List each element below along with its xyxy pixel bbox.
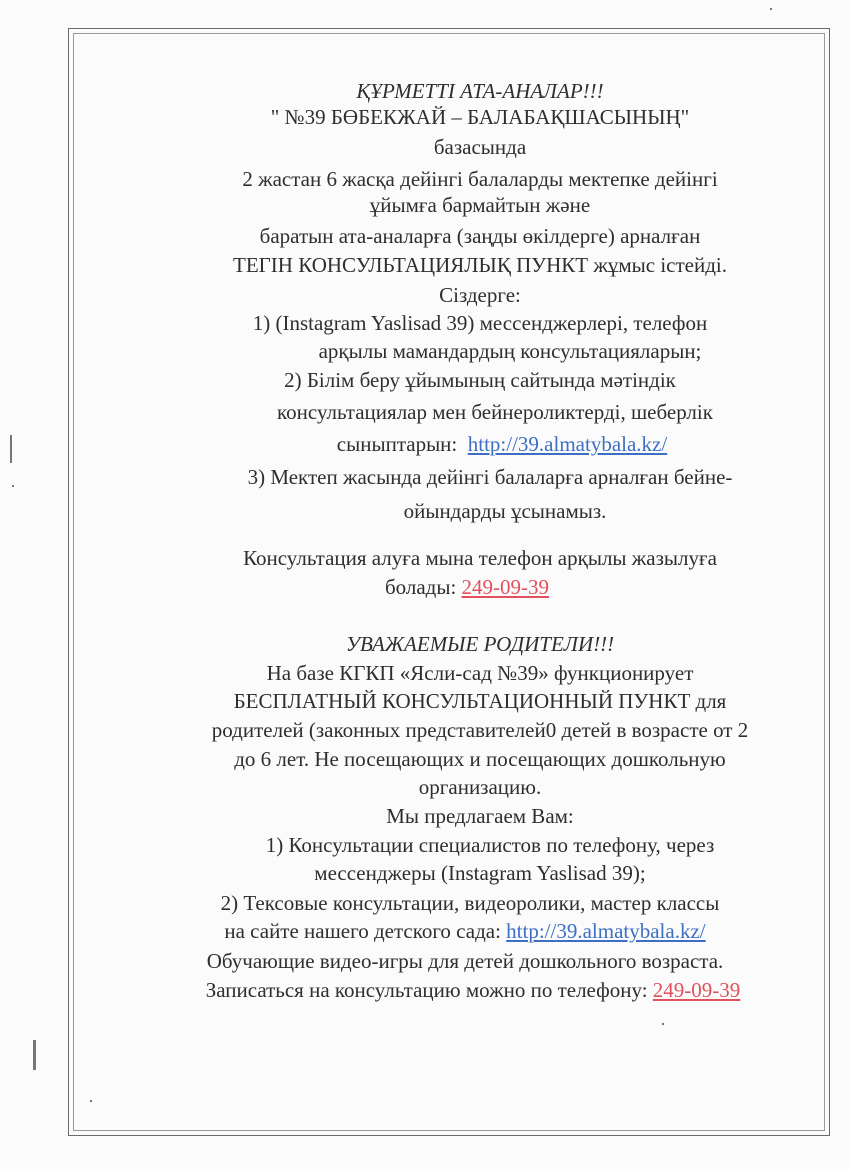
ru-phone-link[interactable]: 249-09-39 [652, 978, 741, 1002]
ru-list-item-1: мессенджеры (Instagram Yaslisad 39); [314, 861, 646, 885]
ru-list-item-1: 1) Консультации специалистов по телефону, через [265, 833, 715, 857]
ru-line: до 6 лет. Не посещающих и посещающих дошкольную [234, 747, 726, 771]
kz-org-name: " №39 БӨБЕКЖАЙ – БАЛАБАҚШАСЫНЫҢ" [270, 105, 690, 129]
kz-contact: Консультация алуға мына телефон арқылы жазылуға [243, 546, 717, 570]
kz-line: Сіздерге: [439, 283, 521, 307]
kz-contact [127, 576, 807, 599]
scan-speck [33, 1040, 36, 1070]
ru-greeting: УВАЖАЕМЫЕ РОДИТЕЛИ!!! [345, 632, 615, 656]
ru-line: организацию. [418, 775, 542, 799]
kz-line: базасында [433, 135, 527, 159]
scan-speck [90, 1100, 92, 1102]
kz-site-link[interactable]: http://39.almatybala.kz/ [467, 432, 668, 456]
ru-line: Обучающие видео-игры для детей дошкольного возраста. [206, 949, 724, 973]
kz-list-item-3: ойындарды ұсынамыз. [403, 499, 607, 523]
kz-greeting: ҚҰРМЕТТІ АТА-АНАЛАР!!! [356, 79, 604, 103]
kz-label: болады: [384, 575, 457, 599]
ru-list-item-2 [125, 920, 805, 943]
kz-list-item-2 [162, 433, 842, 456]
scan-speck [770, 8, 772, 10]
ru-line: Мы предлагаем Вам: [386, 804, 574, 828]
ru-site-link[interactable]: http://39.almatybala.kz/ [506, 919, 706, 943]
kz-line: 2 жастан 6 жасқа дейінгі балаларды мектепке дейінгі [242, 167, 718, 191]
kz-list-item-1: 1) (Instagram Yaslisad 39) мессенджерлері, телефон [252, 311, 708, 335]
kz-list-item-2: консультациялар мен бейнероликтерді, шеберлік [277, 400, 713, 424]
scan-speck [10, 435, 12, 463]
kz-list-item-2: 2) Білім беру ұйымының сайтында мәтіндік [284, 368, 676, 392]
ru-line: БЕСПЛАТНЫЙ КОНСУЛЬТАЦИОННЫЙ ПУНКТ для [233, 689, 727, 713]
ru-label: Записаться на консультацию можно по телефону: [205, 978, 648, 1002]
kz-list-item-1: арқылы мамандардың консультацияларын; [318, 339, 702, 363]
scan-speck [662, 1023, 664, 1025]
kz-list-item-3: 3) Мектеп жасында дейінгі балаларға арналған бейне- [247, 465, 733, 489]
ru-line: На базе КГКП «Ясли-сад №39» функционирует [266, 661, 694, 685]
kz-line: ұйымға бармайтын және [369, 193, 591, 217]
kz-label: сыныптарын: [336, 432, 458, 456]
ru-label: на сайте нашего детского сада: [224, 919, 501, 943]
ru-list-item-2: 2) Тексовые консультации, видеоролики, мастер классы [220, 891, 720, 915]
kz-phone-link[interactable]: 249-09-39 [461, 575, 550, 599]
kz-line: баратын ата-аналарға (заңды өкілдерге) арналған [259, 224, 701, 248]
ru-contact [133, 979, 813, 1002]
ru-line: родителей (законных представителей0 детей в возрасте от 2 [211, 718, 749, 742]
scan-speck [12, 485, 14, 487]
kz-line: ТЕГІН КОНСУЛЬТАЦИЯЛЫҚ ПУНКТ жұмыс істейді. [233, 253, 727, 277]
